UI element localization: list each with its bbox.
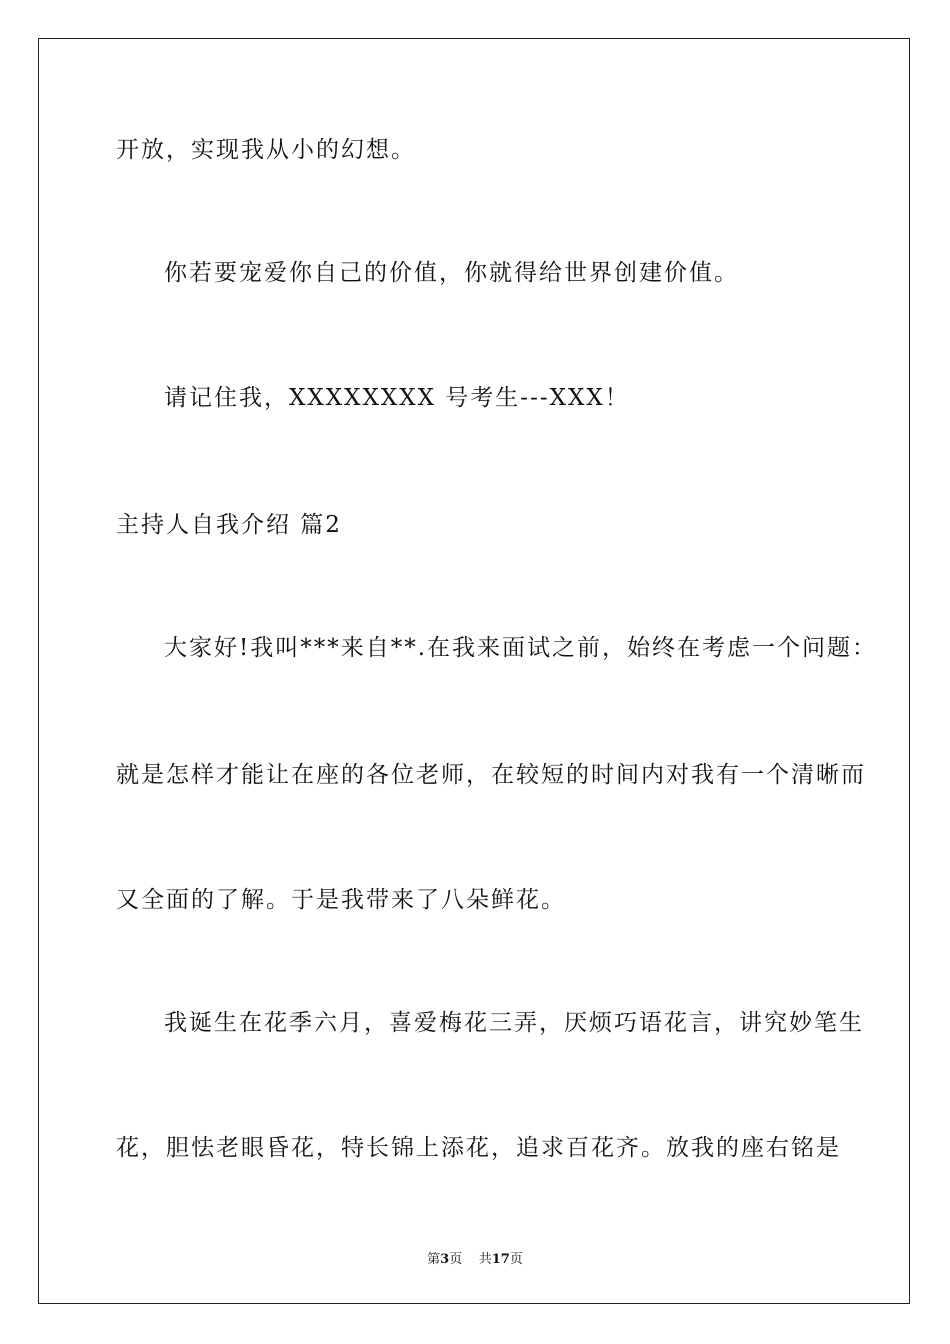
paragraph-line-3: 请记住我，XXXXXXXX 号考生---XXX！ <box>164 385 630 411</box>
paragraph-line-1: 开放，实现我从小的幻想。 <box>116 137 416 163</box>
footer-total-pages: 17 <box>491 1252 510 1267</box>
footer-page-suffix: 页 <box>449 1252 463 1267</box>
page-footer <box>0 1248 950 1267</box>
paragraph-line-5: 就是怎样才能让在座的各位老师，在较短的时间内对我有一个清晰而 <box>116 762 866 788</box>
paragraph-line-6: 又全面的了解。于是我带来了八朵鲜花。 <box>116 887 566 913</box>
paragraph-line-7: 我诞生在花季六月，喜爱梅花三弄，厌烦巧语花言，讲究妙笔生 <box>164 1010 864 1036</box>
paragraph-line-8: 花，胆怯老眼昏花，特长锦上添花，追求百花齐。放我的座右铭是 <box>116 1135 841 1161</box>
paragraph-line-4: 大家好!我叫***来自**.在我来面试之前，始终在考虑一个问题： <box>164 635 878 661</box>
footer-total-prefix: 共 <box>478 1252 492 1267</box>
paragraph-line-2: 你若要宠爱你自己的价值，你就得给世界创建价值。 <box>164 260 739 286</box>
page-border <box>38 38 910 1304</box>
footer-total-suffix: 页 <box>509 1252 523 1267</box>
section-heading: 主持人自我介绍 篇2 <box>116 512 342 538</box>
footer-page-prefix: 第 <box>427 1252 441 1267</box>
footer-page-number: 3 <box>440 1252 450 1267</box>
